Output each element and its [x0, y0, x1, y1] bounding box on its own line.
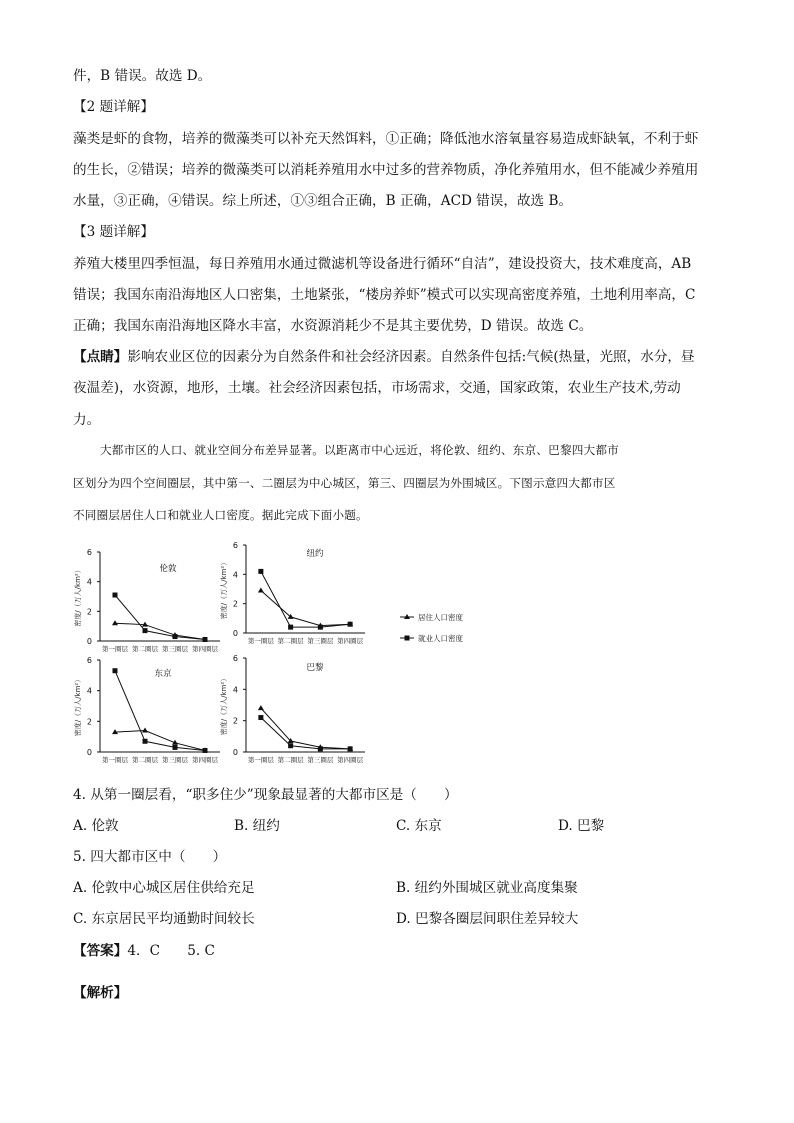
- residence-point: [347, 746, 353, 751]
- y-tick-label: 6: [232, 654, 238, 663]
- text-line: 力。: [73, 412, 101, 428]
- residence-point: [112, 620, 118, 625]
- x-tick-label: 第一圈层: [102, 645, 128, 653]
- x-tick-label: 第四圈层: [337, 756, 364, 764]
- option-5d[interactable]: D. 巴黎各圈层间职住差异较大: [396, 911, 579, 927]
- employment-point: [258, 715, 263, 720]
- y-tick-label: 2: [232, 599, 238, 609]
- employment-point: [203, 748, 208, 753]
- answer-text: 4．C 5. C: [127, 943, 215, 959]
- answer-label: 【答案】: [73, 943, 128, 959]
- residence-point: [288, 614, 294, 619]
- y-tick-label: 6: [232, 541, 238, 550]
- option-4b[interactable]: B. 纽约: [234, 818, 280, 834]
- intro-line: 区划分为四个空间圈层，其中第一、二圈层为中心城区，第三、四圈层为外围城区。下图示意四大都市区: [73, 476, 616, 490]
- employment-point: [258, 569, 263, 574]
- option-4d[interactable]: D. 巴黎: [558, 818, 605, 834]
- y-tick-label: 4: [232, 570, 238, 580]
- tip-text: 影响农业区位的因素分为自然条件和社会经济因素。自然条件包括:气候(热量，光照，水分，昼: [127, 349, 695, 365]
- x-tick-label: 第二圈层: [132, 645, 158, 653]
- residence-line: [115, 623, 205, 639]
- y-tick-label: 0: [86, 748, 92, 757]
- legend-residence-marker: [404, 614, 410, 619]
- residence-point: [317, 623, 323, 628]
- chart-title: 巴黎: [306, 663, 324, 673]
- employment-point: [173, 634, 178, 639]
- x-tick-label: 第一圈层: [102, 756, 128, 764]
- text-line: 水量，③正确，④错误。综上所述，①③组合正确，B 正确，ACD 错误，故选 B。: [73, 193, 573, 209]
- x-tick-label: 第一圈层: [247, 756, 274, 764]
- x-tick-label: 第二圈层: [277, 637, 304, 645]
- legend-employment-marker: [405, 636, 410, 641]
- y-tick-label: 4: [86, 577, 92, 587]
- y-axis-label: 密度/（万人/km²）: [220, 558, 228, 620]
- residence-point: [142, 728, 148, 733]
- employment-point: [348, 746, 353, 751]
- y-axis-label: 密度/（万人/km²）: [220, 674, 228, 736]
- chart-title: 伦敦: [159, 564, 177, 574]
- y-axis-label: 密度/（万人/km²）: [74, 675, 82, 737]
- y-tick-label: 2: [232, 716, 238, 726]
- employment-point: [203, 637, 208, 642]
- x-tick-label: 第三圈层: [162, 645, 188, 653]
- employment-line: [115, 595, 205, 640]
- tip-label: 【点睛】: [73, 349, 128, 365]
- y-axis-label: 密度/（万人/km²）: [74, 566, 82, 627]
- option-5a[interactable]: A. 伦敦中心城区居住供给充足: [73, 880, 255, 896]
- residence-line: [261, 590, 350, 625]
- employment-point: [143, 628, 148, 633]
- text-line: 藻类是虾的食物，培养的微藻类可以补充天然饵料，①正确；降低池水溶氧量容易造成虾缺氧，不利于虾: [73, 131, 699, 147]
- question-5: 5. 四大都市区中（ ）: [73, 849, 227, 865]
- employment-line: [261, 718, 350, 749]
- legend-residence-label: 居住人口密度: [418, 613, 463, 622]
- employment-point: [143, 739, 148, 744]
- answer-line: [73, 941, 215, 961]
- employment-point: [113, 593, 118, 598]
- y-tick-label: 0: [232, 629, 238, 638]
- residence-point: [172, 632, 178, 637]
- y-tick-label: 2: [86, 717, 92, 727]
- y-tick-label: 4: [232, 685, 238, 695]
- text-line: 件，B 错误。故选 D。: [73, 68, 212, 84]
- employment-line: [115, 671, 205, 751]
- residence-point: [347, 621, 353, 626]
- employment-line: [261, 571, 350, 627]
- intro-line: 大都市区的人口、就业空间分布差异显著。以距离市中心远近，将伦敦、纽约、东京、巴黎四大都市: [100, 443, 619, 457]
- x-tick-label: 第四圈层: [337, 637, 364, 645]
- text-line: 养殖大楼里四季恒温，每日养殖用水通过微滤机等设备进行循环“自洁”，建设投资大，技术难度高，AB: [73, 256, 692, 272]
- x-tick-label: 第三圈层: [307, 637, 334, 645]
- text-line: 正确；我国东南沿海地区降水丰富，水资源消耗少不是其主要优势，D 错误。故选 C。: [73, 318, 593, 334]
- residence-point: [202, 637, 208, 642]
- y-tick-label: 0: [232, 748, 238, 757]
- x-tick-label: 第四圈层: [192, 756, 218, 764]
- y-tick-label: 6: [86, 656, 92, 665]
- question-4: 4. 从第一圈层看，“职多住少”现象最显著的大都市区是（ ）: [73, 787, 458, 803]
- employment-point: [318, 625, 323, 630]
- residence-point: [142, 622, 148, 627]
- residence-line: [115, 731, 205, 751]
- option-4c[interactable]: C. 东京: [396, 818, 442, 834]
- chart-title: 纽约: [306, 549, 324, 559]
- chart-title: 东京: [154, 669, 172, 679]
- legend-employment-label: 就业人口密度: [418, 634, 463, 643]
- x-tick-label: 第二圈层: [132, 756, 158, 764]
- x-tick-label: 第一圈层: [247, 637, 274, 645]
- employment-point: [318, 746, 323, 751]
- option-5b[interactable]: B. 纽约外围城区就业高度集聚: [396, 880, 578, 896]
- x-tick-label: 第四圈层: [192, 645, 218, 653]
- intro-line: 不同圈层居住人口和就业人口密度。据此完成下面小题。: [73, 508, 368, 522]
- x-tick-label: 第三圈层: [162, 756, 188, 764]
- employment-point: [288, 743, 293, 748]
- text-line: 错误；我国东南沿海地区人口密集，土地紧张，“楼房养虾”模式可以实现高密度养殖，土地利用率高，C: [73, 287, 696, 303]
- y-tick-label: 6: [86, 548, 92, 557]
- option-5c[interactable]: C. 东京居民平均通勤时间较长: [73, 911, 255, 927]
- residence-point: [258, 705, 264, 710]
- residence-point: [172, 740, 178, 745]
- analysis-heading: 【解析】: [73, 985, 128, 1001]
- tip-paragraph: [73, 347, 695, 367]
- x-tick-label: 第三圈层: [307, 756, 334, 764]
- employment-point: [113, 668, 118, 673]
- residence-point: [288, 738, 294, 743]
- option-4a[interactable]: A. 伦敦: [73, 818, 119, 834]
- section-heading: 【3 题详解】: [73, 224, 154, 240]
- y-tick-label: 2: [86, 607, 92, 617]
- residence-point: [258, 587, 264, 592]
- residence-point: [202, 747, 208, 752]
- y-tick-label: 0: [86, 637, 92, 646]
- employment-point: [348, 622, 353, 627]
- text-line: 夜温差)，水资源，地形，土壤。社会经济因素包括，市场需求，交通，国家政策，农业生产技术,劳动: [73, 380, 681, 396]
- text-line: 的生长，②错误；培养的微藻类可以消耗养殖用水中过多的营养物质，净化养殖用水，但不能减少养殖用: [73, 162, 699, 178]
- y-tick-label: 4: [86, 686, 92, 696]
- residence-point: [317, 744, 323, 749]
- section-heading: 【2 题详解】: [73, 99, 154, 115]
- employment-point: [173, 745, 178, 750]
- employment-point: [288, 625, 293, 630]
- x-tick-label: 第二圈层: [277, 756, 304, 764]
- residence-line: [261, 708, 350, 749]
- residence-point: [112, 729, 118, 734]
